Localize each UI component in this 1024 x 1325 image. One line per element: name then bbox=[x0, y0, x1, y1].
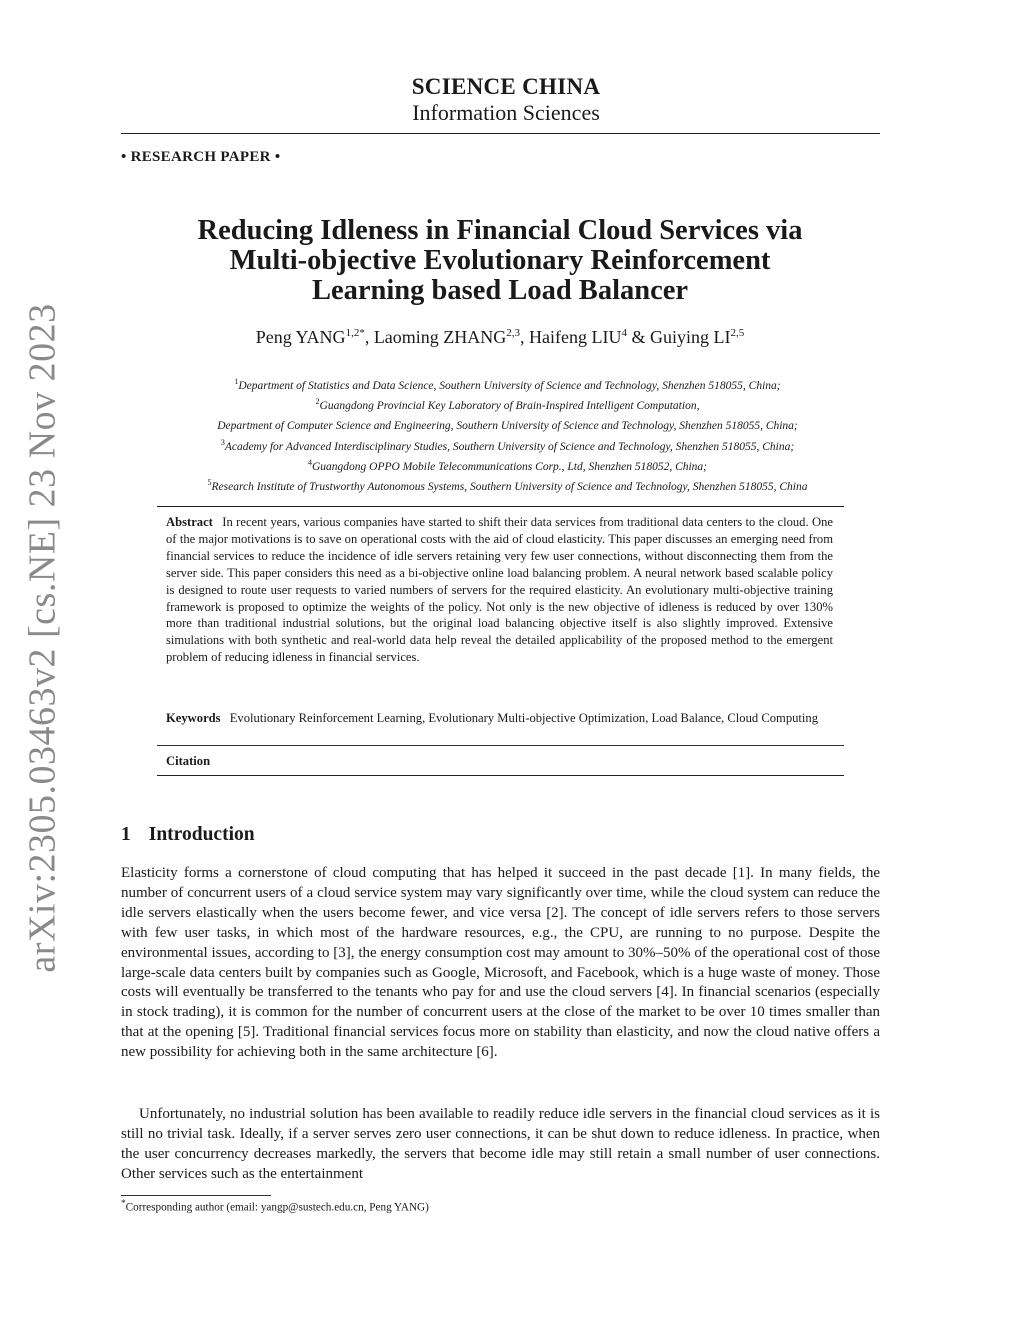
author-affil-mark: 2,3 bbox=[506, 327, 521, 339]
affiliation-mark: 5 bbox=[207, 478, 212, 488]
affiliation-line bbox=[100, 435, 915, 455]
author-separator: , bbox=[520, 327, 530, 347]
title-line: Learning based Load Balancer bbox=[311, 275, 689, 306]
author-separator: & bbox=[627, 327, 651, 347]
author-list bbox=[100, 327, 900, 348]
affiliation-text: Research Institute of Trustworthy Autonomous Systems, Southern University of Science and Technology, Shenzhen 518055, China bbox=[211, 481, 808, 493]
body-paragraph: Elasticity forms a cornerstone of cloud computing that has helped it succeed in the past decade [1]. In many fields, the number of concurrent users of a cloud service system may vary significantly over time, while the cloud system can reduce the idle servers elastically when the users become fewer, and vice versa [2]. The concept of idle servers refers to those servers with few user tasks, in which most of the hardware resources, e.g., the CPU, are running to no purpose. Despite the environmental issues, according to [3], the energy consumption cost may amount to 30%–50% of the operational cost of those large-scale data centers built by companies such as Google, Microsoft, and Facebook, which is a huge waste of money. Those costs will eventually be transferred to the tenants who pay for and use the cloud servers [4]. In financial scenarios (especially in stock trading), it is common for the number of concurrent users at the close of the market to be over 10 times smaller than that at the opening [5]. Traditional financial services focus more on stability than elasticity, and now the cloud native offers a new possibility for achieving both in the same architecture [6]. bbox=[121, 865, 880, 1061]
citation-top-rule bbox=[157, 745, 844, 746]
abstract-top-rule bbox=[157, 506, 844, 507]
header-rule bbox=[121, 133, 880, 134]
section-title: Introduction bbox=[148, 824, 255, 845]
affiliation-line bbox=[100, 394, 915, 414]
affiliation-line bbox=[100, 475, 915, 495]
footnote-rule bbox=[121, 1195, 271, 1196]
author-affil-mark: 2,5 bbox=[730, 327, 745, 339]
affiliation-text: Department of Computer Science and Engineering, Southern University of Science and Technology, Shenzhen 518055, China; bbox=[217, 420, 798, 433]
paper-title bbox=[100, 216, 900, 306]
author-name: Guiying LI bbox=[650, 327, 731, 347]
affiliation-line bbox=[100, 414, 915, 434]
arxiv-identifier: arXiv:2305.03463v2 [cs.NE] 23 Nov 2023 bbox=[22, 303, 65, 973]
arxiv-side-stamp bbox=[10, 303, 76, 973]
footnote bbox=[121, 1199, 429, 1214]
author-name: Laoming ZHANG bbox=[373, 327, 507, 347]
footnote-text: Corresponding author (email: yangp@sustech.edu.cn, Peng YANG) bbox=[125, 1201, 429, 1214]
title-line: Multi-objective Evolutionary Reinforcement bbox=[229, 245, 771, 276]
affiliation-line bbox=[100, 374, 915, 394]
affiliation-text: Department of Statistics and Data Science, Southern University of Science and Technology, Shenzhen 518055, China; bbox=[238, 379, 781, 392]
affiliation-line bbox=[100, 455, 915, 475]
abstract-block bbox=[166, 514, 833, 666]
affiliation-list bbox=[100, 374, 915, 495]
journal-subtitle: Information Sciences bbox=[412, 100, 600, 125]
author-name: Peng YANG bbox=[255, 327, 346, 347]
author-affil-mark: 4 bbox=[621, 327, 628, 339]
journal-name: SCIENCE CHINA bbox=[411, 74, 601, 99]
affiliation-mark: 2 bbox=[315, 397, 320, 407]
affiliation-mark: 4 bbox=[307, 457, 312, 467]
keywords-text: Evolutionary Reinforcement Learning, Evolutionary Multi-objective Optimization, Load Balance, Cloud Computing bbox=[229, 711, 819, 725]
affiliation-mark: 1 bbox=[234, 377, 239, 386]
footnote-mark: * bbox=[121, 1199, 126, 1209]
keywords-block bbox=[166, 710, 833, 727]
affiliation-text: Guangdong OPPO Mobile Telecommunications Corp., Ltd, Shenzhen 518052, China; bbox=[311, 460, 708, 473]
citation-label: Citation bbox=[166, 754, 211, 768]
author-separator: , bbox=[364, 327, 374, 347]
title-line: Reducing Idleness in Financial Cloud Services via bbox=[197, 215, 803, 246]
affiliation-text: Guangdong Provincial Key Laboratory of Brain-Inspired Intelligent Computation, bbox=[319, 400, 700, 413]
author-name: Haifeng LIU bbox=[529, 327, 622, 347]
abstract-label: Abstract bbox=[166, 515, 213, 529]
keywords-label: Keywords bbox=[166, 711, 221, 725]
abstract-bottom-rule bbox=[157, 775, 844, 776]
section-number: 1 bbox=[121, 824, 131, 845]
section-heading bbox=[121, 824, 255, 846]
paper-type-label: • RESEARCH PAPER • bbox=[121, 149, 281, 165]
body-paragraph: Unfortunately, no industrial solution has been available to readily reduce idle servers in the financial cloud services as it is still no trivial task. Ideally, if a server serves zero user connections, it can be shut down to reduce idleness. In practice, when the user concurrency decreases markedly, the servers that become idle may still retain a small number of user connections. Other services such as the entertainment bbox=[121, 1106, 880, 1182]
abstract-text: In recent years, various companies have started to shift their data services from traditional data centers to the cloud. One of the major motivations is to save on operational costs with the aid of cloud elasticity. This paper discusses an emerging need from financial services to reduce the incidence of idle servers retaining very few user connections, without disconnecting them from the server side. This paper considers this need as a bi-objective online load balancing problem. A neural network based scalable policy is designed to route user requests to varied numbers of servers for the required elasticity. An evolutionary multi-objective training framework is proposed to optimize the weights of the policy. Not only is the new objective of idleness is reduced by over 130% more than traditional industrial solutions, but the original load balancing objective itself is also slightly improved. Extensive simulations with both synthetic and real-world data help reveal the detailed applicability of the proposed method to the emergent problem of reducing idleness in financial services. bbox=[166, 515, 833, 665]
affiliation-mark: 3 bbox=[220, 437, 225, 447]
affiliation-text: Academy for Advanced Interdisciplinary Studies, Southern University of Science and Technology, Shenzhen 518055, China; bbox=[224, 440, 795, 453]
author-affil-mark: 1,2* bbox=[345, 327, 365, 339]
